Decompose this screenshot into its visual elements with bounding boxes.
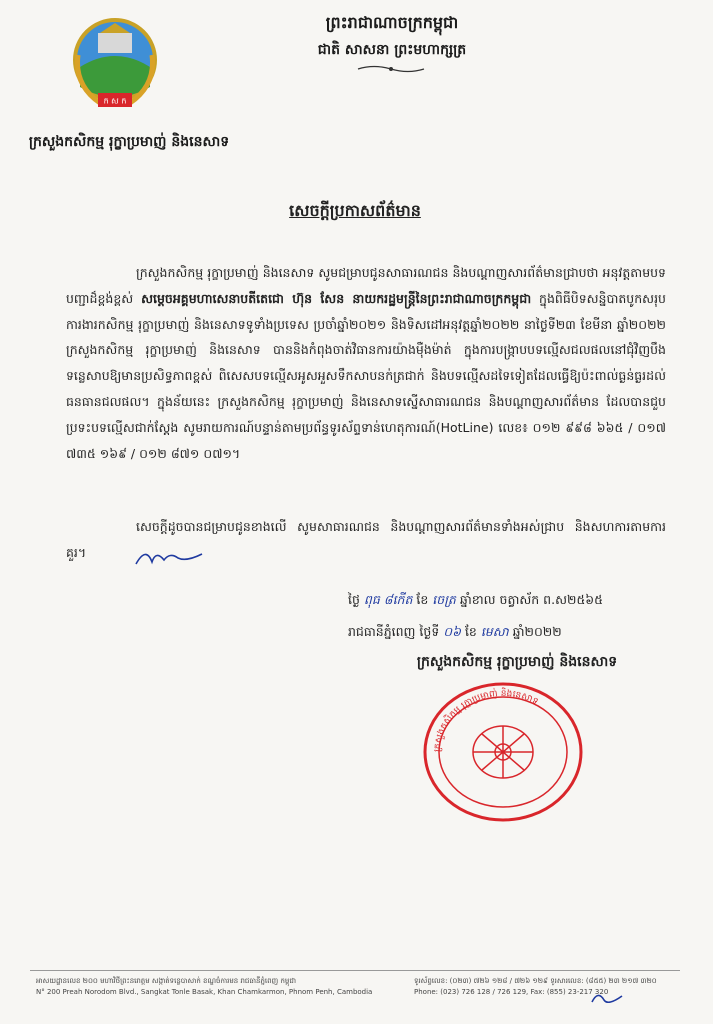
address-khmer: អាសយដ្ឋានលេខ ២០០ មហាវិថីព្រះនរោត្តម សង្កាត់ទន្លេបាសាក់ ខណ្ឌចំការមន រាជធានីភ្នំពេញ កម្ពុជា bbox=[36, 977, 296, 985]
address-english: N° 200 Preah Norodom Blvd., Sangkat Tonle Basak, Khan Chamkarmon, Phnom Penh, Cambodia bbox=[36, 988, 373, 996]
solar-month-label: ខែ bbox=[464, 624, 477, 639]
paragraph-1-bold: សម្ដេចអគ្គមហាសេនាបតីតេជោ ហ៊ុន សែន នាយករដ្ឋមន្ត្រីនៃព្រះរាជាណាចក្រកម្ពុជា bbox=[141, 290, 532, 306]
lunar-date-line bbox=[348, 590, 668, 610]
footer-contact bbox=[414, 976, 684, 998]
official-seal-stamp bbox=[418, 678, 588, 826]
paragraph-1-start: ក្រសួងកសិកម្ម រុក្ខាប្រមាញ់ និងនេសាទ សូមជម្រាបជូនសាធារណជន និងបណ្ដាញសារព័ត៌មានជ្រាបថា អនុវត្តតាមបទបញ្ជាដ៏ខ្ពង់ខ្ពស់ bbox=[66, 265, 666, 306]
lunar-month-handwritten: ចេត្រ bbox=[432, 592, 456, 607]
lunar-month-label: ខែ bbox=[416, 592, 429, 607]
announcement-body bbox=[66, 260, 666, 466]
logo-text: ក ស ក bbox=[103, 96, 127, 106]
solar-day-handwritten: ០៦ bbox=[443, 624, 461, 639]
footer-address bbox=[36, 976, 396, 998]
kingdom-heading: ព្រះរាជាណាចក្រកម្ពុជា bbox=[325, 13, 459, 32]
flourish-divider bbox=[356, 64, 426, 74]
document-title: សេចក្ដីប្រកាសព័ត៌មាន bbox=[289, 201, 421, 220]
phone-khmer: ទូរស័ព្ទលេខ: (០២៣) ៧២៦ ១២៨ / ៧២៦ ១២៩ ទូរសារលេខ: (៨៥៥) ២៣ ២១៧ ៣២០ bbox=[414, 977, 657, 985]
lunar-day-handwritten: ពុធ ៨កើត bbox=[363, 592, 413, 607]
footer-divider bbox=[30, 970, 680, 971]
seal-text: ក្រសួងកសិកម្ម រុក្ខាប្រមាញ់ និងនេសាទ bbox=[432, 688, 540, 753]
lunar-prefix: ថ្ងៃ bbox=[348, 592, 360, 607]
ministry-logo bbox=[70, 15, 160, 115]
solar-prefix: រាជធានីភ្នំពេញ ថ្ងៃទី bbox=[348, 624, 440, 639]
paragraph-1-rest: ក្នុងពិធីបិទសន្និបាតបូកសរុបការងារកសិកម្ម រុក្ខាប្រមាញ់ និងនេសាទទូទាំងប្រទេស ប្រចាំឆ្នាំ២០២១ និងទិសដៅអនុវត្តឆ្នាំ២០២២ នាថ្ងៃទី២៣ ខែមីនា ឆ្នាំ២០២២ ក្រសួងកសិកម្ម រុក្ខាប្រមាញ់ និងនេសាទ បាននិងកំពុងចាត់វិធានការយ៉ាងម៉ឺងម៉ាត់ ក្នុងការបង្ក្រាបបទល្មើសជលផលនៅជុំវិញបឹងទន្លេសាបឱ្យមានប្រសិទ្ធភាពខ្ពស់ ពិសេសបទល្មើសអូសអួសទឹកសាបនក់ត្រជាក់ និងបទល្មើសដទៃទៀតដែលធ្វើឱ្យប៉ះពាល់ធ្ងន់ធ្ងរដល់ធនធានជលផល។ ក្នុងន័យនេះ ក្រសួងកសិកម្ម រុក្ខាប្រមាញ់ និងនេសាទស្នើសាធារណជន និងបណ្ដាញសារព័ត៌មាន ដែលបានជួបប្រទះបទល្មើសជាក់ស្ដែង សូមរាយការណ៍បន្ទាន់តាមប្រព័ន្ធទូរស័ព្ទទាន់ហេតុការណ៍(HotLine) លេខ៖ ០១២ ៩៩៨ ៦៦៥ / ០១៧ ៧៣៥ ១៦៩ / ០១២ ៨៧១ ០៧១។ bbox=[66, 290, 666, 461]
solar-year: ឆ្នាំ២០២២ bbox=[512, 624, 562, 639]
ministry-name-header: ក្រសួងកសិកម្ម រុក្ខាប្រមាញ់ និងនេសាទ bbox=[28, 134, 230, 150]
paragraph-2: សេចក្ដីដូចបានជម្រាបជូនខាងលើ សូមសាធារណជន និងបណ្ដាញសារព័ត៌មានទាំងអស់ជ្រាប និងសហការតាមការគួរ។ bbox=[66, 519, 666, 560]
footer-initial-mark bbox=[588, 986, 628, 1008]
initials-signature bbox=[130, 542, 210, 572]
solar-month-handwritten: មេសា bbox=[480, 624, 509, 639]
lunar-rest: ឆ្នាំខាល ចត្វាស័ក ព.ស២៥៦៥ bbox=[459, 592, 603, 607]
national-motto: ជាតិ សាសនា ព្រះមហាក្សត្រ bbox=[317, 42, 467, 58]
solar-date-line bbox=[348, 622, 668, 642]
phone-english: Phone: (023) 726 128 / 726 129, Fax: (855) 23-217 320 bbox=[414, 988, 609, 996]
signer-ministry: ក្រសួងកសិកម្ម រុក្ខាប្រមាញ់ និងនេសាទ bbox=[416, 654, 618, 670]
